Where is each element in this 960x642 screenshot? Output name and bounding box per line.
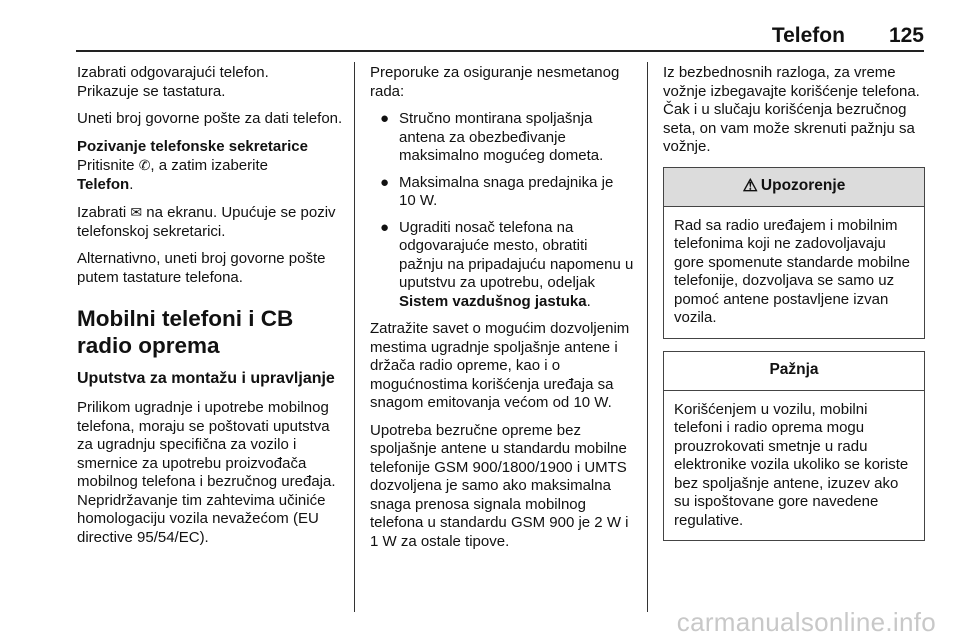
- note-header: [664, 352, 924, 391]
- column-divider: [647, 62, 648, 612]
- list-item: ● Stručno montirana spoljašnja antena za obezbeđivanje maksimalno mogućeg dometa.: [380, 110, 604, 164]
- column-divider: [354, 62, 355, 612]
- note-body: Korišćenjem u vozilu, mobilni telefoni i radio oprema mogu prouzrokovati smetnje u radu elektronike vozila ukoliko se koriste bez spoljašnje antene, izuzev ako su ispoštovane gore navedene regulative.: [674, 400, 909, 529]
- paragraph: Zatražite savet o mogućim dozvoljenim mestima ugradnje spoljašnje antene i držača radio opreme, kao i o mogućnostima korišćenja uređaja sa snagom emitovanja većom od 10 W.: [370, 320, 630, 411]
- bullet-icon: ●: [380, 173, 390, 191]
- warning-icon: ⚠: [742, 176, 758, 196]
- page-number: 125: [888, 24, 924, 47]
- paragraph: Alternativno, uneti broj govorne pošte putem tastature telefona.: [77, 250, 326, 286]
- recommendation-list: [370, 110, 634, 311]
- subsection-heading: Uputstva za montažu i upravljanje: [77, 370, 335, 387]
- paragraph: Iz bezbednosnih razloga, za vreme vožnje izbegavajte korišćenje telefona. Čak i u slučaju korišćenja bezručnog seta, on vam može skrenuti pažnju sa vožnje.: [663, 64, 920, 155]
- paragraph: Pritisnite ✆, a zatim izaberite Telefon.: [77, 157, 268, 193]
- paragraph: Izabrati odgovarajući telefon. Prikazuje se tastatura.: [77, 64, 269, 100]
- column-right: [663, 64, 925, 553]
- paragraph: Prilikom ugradnje i upotrebe mobilnog telefona, moraju se poštovati uputstva za ugradnju specifična za vozilo i smernice za upotrebu proizvođača mobilnog telefona i bezručnog uređaja. Nepridržavanje tim zahtevima učiniće homologaciju vozila nevažećom (EU directive 95/54/EC).: [77, 399, 336, 546]
- subheading: Pozivanje telefonske sekretarice: [77, 137, 308, 155]
- column-middle: [370, 64, 634, 560]
- paragraph: Uneti broj govorne pošte za dati telefon.: [77, 110, 343, 127]
- header-rule: [76, 50, 924, 52]
- page-header: [76, 24, 924, 52]
- column-left: [77, 64, 343, 556]
- bullet-icon: ●: [380, 110, 390, 127]
- warning-body: Rad sa radio uređajem i mobilnim telefonima koji ne zadovoljavaju gore spomenute standarde mobilne telefonije, dozvoljava se samo uz pomoć antene postavljene izvan vozila.: [674, 216, 910, 326]
- list-item: ● Maksimalna snaga predajnika je 10 W.: [380, 173, 614, 209]
- note-title: Pažnja: [769, 361, 819, 379]
- note-box: [663, 351, 925, 542]
- section-title: Telefon: [771, 24, 845, 47]
- paragraph: Upotreba bezručne opreme bez spoljašnje antene u standardu mobilne telefonije GSM 900/1800/1900 i UMTS dozvoljena je samo ako maksimalna snaga prenosa signala mobilnog telefona u standardu GSM 900 je 2 W i 1 W za ostale tipove.: [370, 421, 629, 550]
- warning-box: [663, 167, 925, 339]
- section-heading: Mobilni telefoni i CB radio oprema: [77, 306, 294, 358]
- bullet-icon: ●: [380, 218, 390, 236]
- paragraph: Izabrati ✉ na ekranu. Upućuje se poziv telefonskoj sekretarici.: [77, 204, 336, 240]
- voicemail-icon: ✉: [130, 204, 143, 220]
- phone-icon: ✆: [138, 157, 151, 173]
- list-item: ● Ugraditi nosač telefona na odgovarajuće mesto, obratiti pažnju na pripadajuću napomenu u uputstvu za upotrebu, odeljak Sistem vazdušnog jastuka.: [380, 218, 634, 310]
- warning-header: [664, 168, 924, 207]
- watermark: carmanualsonline.info: [676, 607, 936, 637]
- warning-title: Upozorenje: [760, 177, 846, 195]
- paragraph: Preporuke za osiguranje nesmetanog rada:: [370, 64, 620, 100]
